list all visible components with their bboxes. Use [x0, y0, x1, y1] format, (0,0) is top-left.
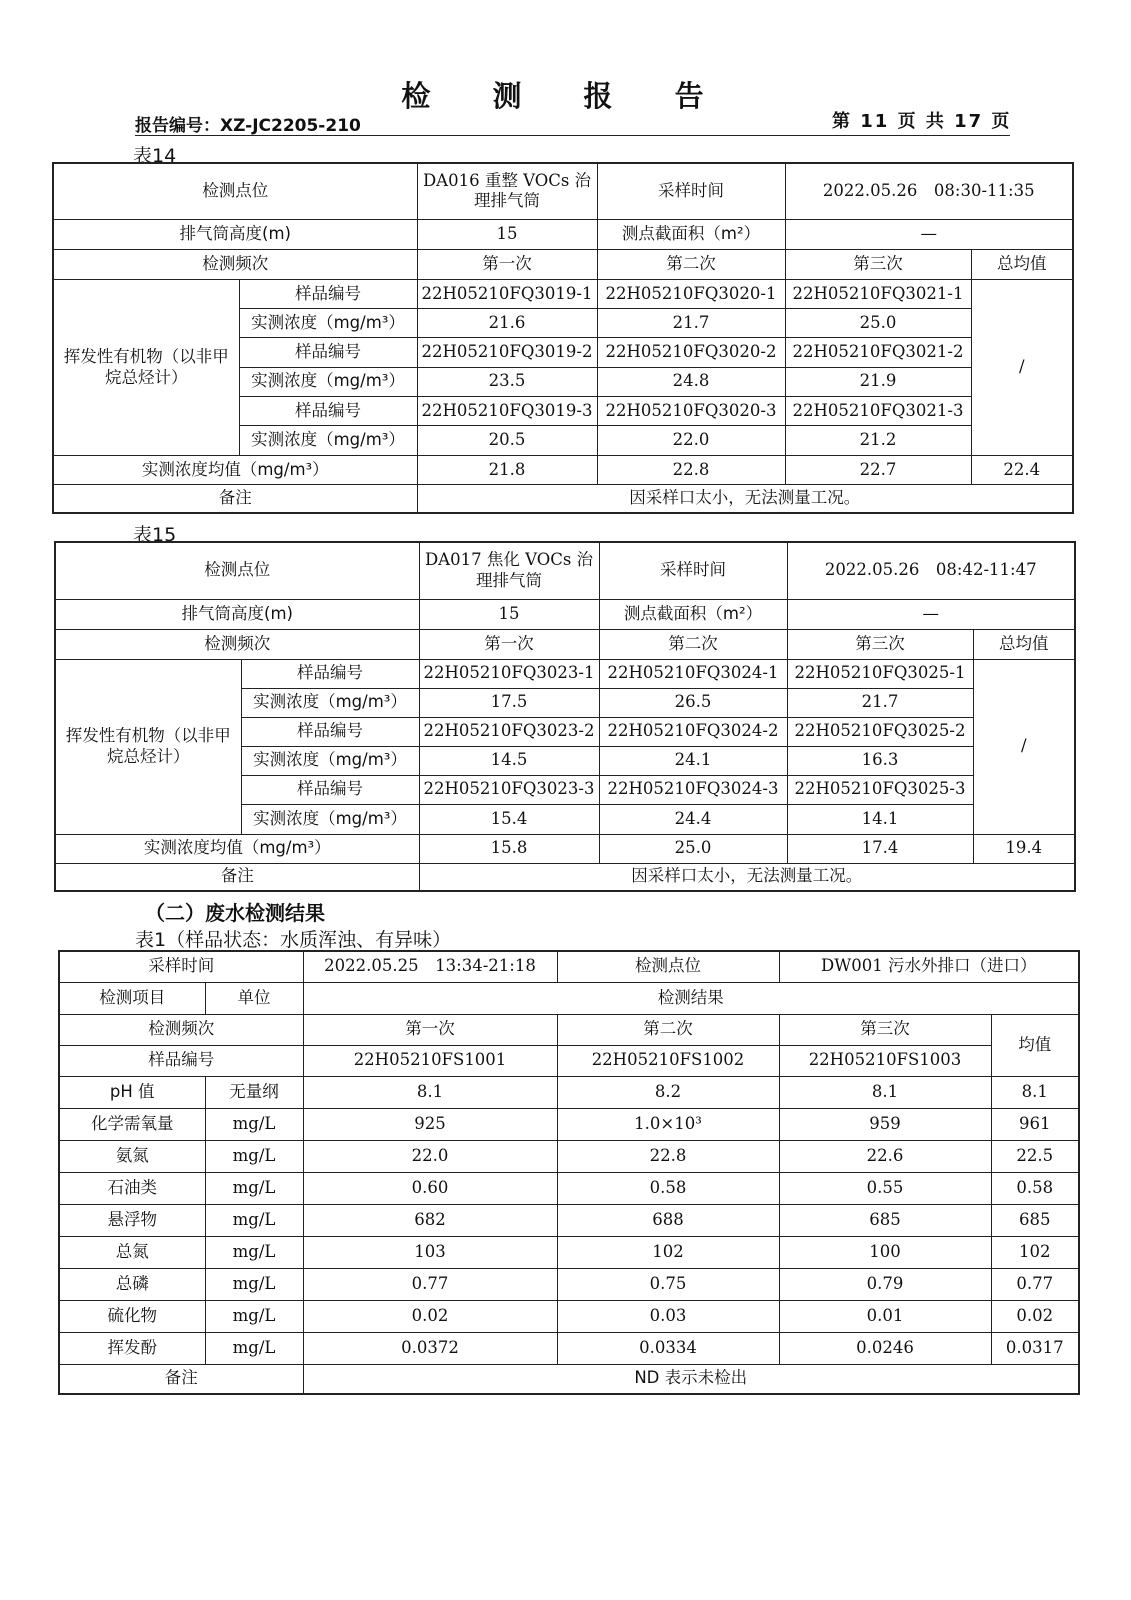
ww-avg: 0.58	[991, 1172, 1079, 1204]
t15-freq-3: 第三次	[787, 629, 973, 659]
ww-sample: 22H05210FS1001	[303, 1045, 557, 1076]
ww-value: 22.6	[779, 1140, 991, 1172]
t15-sample: 22H05210FQ3024-1	[599, 659, 787, 688]
ww-value: 0.03	[557, 1300, 779, 1332]
t14-conc: 22.0	[597, 425, 785, 455]
ww-value: 0.01	[779, 1300, 991, 1332]
t14-label-remark: 备注	[53, 485, 417, 513]
t15-area: —	[787, 599, 1075, 629]
t14-conc: 21.7	[597, 309, 785, 338]
t15-slash: /	[973, 659, 1075, 834]
ww-label-time: 采样时间	[59, 951, 303, 982]
ww-value: 0.0334	[557, 1332, 779, 1364]
t15-sample: 22H05210FQ3025-3	[787, 775, 973, 804]
t14-conc: 21.6	[417, 309, 597, 338]
ww-value: 0.77	[303, 1268, 557, 1300]
t14-remark: 因采样口太小，无法测量工况。	[417, 485, 1073, 513]
ww-remark: ND 表示未检出	[303, 1364, 1079, 1394]
t14-sample: 22H05210FQ3020-1	[597, 280, 785, 309]
ww-label-remark: 备注	[59, 1364, 303, 1394]
t14-label-freq: 检测频次	[53, 249, 417, 279]
t15-label-point: 检测点位	[55, 542, 419, 599]
t15-sample: 22H05210FQ3025-2	[787, 717, 973, 746]
ww-param-name: 硫化物	[59, 1300, 205, 1332]
t15-item: 挥发性有机物（以非甲烷总烃计）	[55, 659, 241, 834]
ww-value: 685	[779, 1204, 991, 1236]
ww-param-unit: mg/L	[205, 1236, 303, 1268]
header-divider	[135, 135, 1010, 136]
t15-sample: 22H05210FQ3023-1	[419, 659, 599, 688]
t14-slash: /	[971, 280, 1073, 456]
t15-sample: 22H05210FQ3024-2	[599, 717, 787, 746]
t14-label-conc: 实测浓度（mg/m³）	[239, 367, 417, 396]
t14-label-area: 测点截面积（m²）	[597, 219, 785, 249]
t15-conc: 16.3	[787, 746, 973, 775]
ww-freq-2: 第二次	[557, 1014, 779, 1045]
ww-avg: 0.02	[991, 1300, 1079, 1332]
ww-label-point: 检测点位	[557, 951, 779, 982]
wastewater-caption: 表1（样品状态：水质浑浊、有异味）	[135, 929, 452, 951]
ww-value: 0.58	[557, 1172, 779, 1204]
ww-value: 8.2	[557, 1076, 779, 1108]
ww-value: 22.0	[303, 1140, 557, 1172]
t15-remark: 因采样口太小，无法测量工况。	[419, 863, 1075, 891]
ww-value: 0.0372	[303, 1332, 557, 1364]
ww-param-name: 氨氮	[59, 1140, 205, 1172]
t14-time: 2022.05.26 08:30-11:35	[785, 163, 1073, 219]
t14-sample: 22H05210FQ3021-3	[785, 396, 971, 425]
ww-value: 959	[779, 1108, 991, 1140]
t15-avg: 15.8	[419, 834, 599, 863]
ww-avg: 0.0317	[991, 1332, 1079, 1364]
ww-param-unit: 无量纲	[205, 1076, 303, 1108]
t14-conc: 21.9	[785, 367, 971, 396]
ww-freq-1: 第一次	[303, 1014, 557, 1045]
t14-conc: 20.5	[417, 425, 597, 455]
ww-value: 0.75	[557, 1268, 779, 1300]
ww-param-name: 石油类	[59, 1172, 205, 1204]
t15-sample: 22H05210FQ3023-3	[419, 775, 599, 804]
ww-param-unit: mg/L	[205, 1300, 303, 1332]
ww-param-unit: mg/L	[205, 1108, 303, 1140]
t14-label-sample: 样品编号	[239, 338, 417, 367]
t15-conc: 21.7	[787, 688, 973, 717]
ww-param-unit: mg/L	[205, 1172, 303, 1204]
page-number: 第 11 页 共 17 页	[832, 111, 1012, 132]
ww-param-name: 总磷	[59, 1268, 205, 1300]
ww-value: 0.0246	[779, 1332, 991, 1364]
t14-freq-2: 第二次	[597, 249, 785, 279]
t14-sample: 22H05210FQ3019-1	[417, 280, 597, 309]
t14-area: —	[785, 219, 1073, 249]
t14-sample: 22H05210FQ3020-2	[597, 338, 785, 367]
ww-value: 0.02	[303, 1300, 557, 1332]
ww-value: 682	[303, 1204, 557, 1236]
t14-conc: 23.5	[417, 367, 597, 396]
ww-point: DW001 污水外排口（进口）	[779, 951, 1079, 982]
table15-caption: 表15	[133, 524, 177, 546]
ww-value: 0.79	[779, 1268, 991, 1300]
t14-label-point: 检测点位	[53, 163, 417, 219]
ww-value: 8.1	[303, 1076, 557, 1108]
ww-avg: 22.5	[991, 1140, 1079, 1172]
t15-label-sample: 样品编号	[241, 659, 419, 688]
t14-sample: 22H05210FQ3020-3	[597, 396, 785, 425]
ww-avg: 961	[991, 1108, 1079, 1140]
ww-param-name: 化学需氧量	[59, 1108, 205, 1140]
t15-label-sample: 样品编号	[241, 717, 419, 746]
t15-point: DA017 焦化 VOCs 治理排气筒	[419, 542, 599, 599]
t15-label-height: 排气筒高度(m)	[55, 599, 419, 629]
table14	[52, 162, 1074, 514]
t14-label-conc: 实测浓度（mg/m³）	[239, 425, 417, 455]
ww-avg: 8.1	[991, 1076, 1079, 1108]
t15-label-time: 采样时间	[599, 542, 787, 599]
t15-sample: 22H05210FQ3023-2	[419, 717, 599, 746]
section-title: （二）废水检测结果	[145, 901, 325, 925]
t15-label-sample: 样品编号	[241, 775, 419, 804]
t15-label-remark: 备注	[55, 863, 419, 891]
ww-time: 2022.05.25 13:34-21:18	[303, 951, 557, 982]
table14-caption: 表14	[133, 145, 177, 167]
ww-value: 925	[303, 1108, 557, 1140]
t14-conc: 21.2	[785, 425, 971, 455]
t15-label-conc: 实测浓度（mg/m³）	[241, 746, 419, 775]
ww-param-name: 悬浮物	[59, 1204, 205, 1236]
t14-label-total-avg: 总均值	[971, 249, 1073, 279]
ww-sample: 22H05210FS1003	[779, 1045, 991, 1076]
ww-value: 100	[779, 1236, 991, 1268]
t15-label-freq: 检测频次	[55, 629, 419, 659]
t15-label-conc: 实测浓度（mg/m³）	[241, 688, 419, 717]
t14-label-time: 采样时间	[597, 163, 785, 219]
t14-total-avg: 22.4	[971, 456, 1073, 485]
t15-avg: 25.0	[599, 834, 787, 863]
t15-time: 2022.05.26 08:42-11:47	[787, 542, 1075, 599]
t14-label-sample: 样品编号	[239, 280, 417, 309]
ww-value: 0.60	[303, 1172, 557, 1204]
t15-avg: 17.4	[787, 834, 973, 863]
t14-sample: 22H05210FQ3019-2	[417, 338, 597, 367]
t14-freq-3: 第三次	[785, 249, 971, 279]
ww-label-unit: 单位	[205, 982, 303, 1014]
t15-sample: 22H05210FQ3025-1	[787, 659, 973, 688]
ww-sample: 22H05210FS1002	[557, 1045, 779, 1076]
t15-conc: 15.4	[419, 804, 599, 834]
t14-conc: 24.8	[597, 367, 785, 396]
ww-freq-3: 第三次	[779, 1014, 991, 1045]
wastewater-table	[58, 950, 1080, 1395]
t15-label-conc: 实测浓度（mg/m³）	[241, 804, 419, 834]
t15-conc: 26.5	[599, 688, 787, 717]
ww-avg: 0.77	[991, 1268, 1079, 1300]
t14-label-conc: 实测浓度（mg/m³）	[239, 309, 417, 338]
ww-value: 688	[557, 1204, 779, 1236]
t14-freq-1: 第一次	[417, 249, 597, 279]
t14-sample: 22H05210FQ3021-1	[785, 280, 971, 309]
report-number: 报告编号：XZ-JC2205-210	[135, 116, 361, 136]
ww-value: 22.8	[557, 1140, 779, 1172]
ww-value: 1.0×10³	[557, 1108, 779, 1140]
ww-value: 8.1	[779, 1076, 991, 1108]
t14-avg: 21.8	[417, 456, 597, 485]
t14-avg: 22.7	[785, 456, 971, 485]
t14-height: 15	[417, 219, 597, 249]
t14-sample: 22H05210FQ3019-3	[417, 396, 597, 425]
ww-param-name: 总氮	[59, 1236, 205, 1268]
ww-label-sample: 样品编号	[59, 1045, 303, 1076]
t15-label-avg: 实测浓度均值（mg/m³）	[55, 834, 419, 863]
ww-param-unit: mg/L	[205, 1204, 303, 1236]
ww-param-unit: mg/L	[205, 1268, 303, 1300]
ww-label-avg: 均值	[991, 1014, 1079, 1076]
t15-conc: 14.1	[787, 804, 973, 834]
t15-label-area: 测点截面积（m²）	[599, 599, 787, 629]
t14-avg: 22.8	[597, 456, 785, 485]
t15-conc: 14.5	[419, 746, 599, 775]
ww-param-unit: mg/L	[205, 1140, 303, 1172]
t14-item: 挥发性有机物（以非甲烷总烃计）	[53, 280, 239, 456]
t14-sample: 22H05210FQ3021-2	[785, 338, 971, 367]
t14-point: DA016 重整 VOCs 治理排气筒	[417, 163, 597, 219]
t15-height: 15	[419, 599, 599, 629]
t15-freq-2: 第二次	[599, 629, 787, 659]
t14-label-height: 排气筒高度(m)	[53, 219, 417, 249]
ww-param-name: 挥发酚	[59, 1332, 205, 1364]
t15-conc: 24.4	[599, 804, 787, 834]
t15-total-avg: 19.4	[973, 834, 1075, 863]
ww-avg: 102	[991, 1236, 1079, 1268]
ww-value: 103	[303, 1236, 557, 1268]
t15-label-total-avg: 总均值	[973, 629, 1075, 659]
t15-conc: 17.5	[419, 688, 599, 717]
ww-value: 0.55	[779, 1172, 991, 1204]
report-title: 检 测 报 告	[401, 79, 730, 113]
t15-conc: 24.1	[599, 746, 787, 775]
table15	[54, 541, 1076, 892]
t15-sample: 22H05210FQ3024-3	[599, 775, 787, 804]
ww-label-item: 检测项目	[59, 982, 205, 1014]
ww-label-result: 检测结果	[303, 982, 1079, 1014]
ww-label-freq: 检测频次	[59, 1014, 303, 1045]
t14-label-avg: 实测浓度均值（mg/m³）	[53, 456, 417, 485]
ww-avg: 685	[991, 1204, 1079, 1236]
t14-conc: 25.0	[785, 309, 971, 338]
ww-param-unit: mg/L	[205, 1332, 303, 1364]
ww-param-name: pH 值	[59, 1076, 205, 1108]
t14-label-sample: 样品编号	[239, 396, 417, 425]
t15-freq-1: 第一次	[419, 629, 599, 659]
ww-value: 102	[557, 1236, 779, 1268]
